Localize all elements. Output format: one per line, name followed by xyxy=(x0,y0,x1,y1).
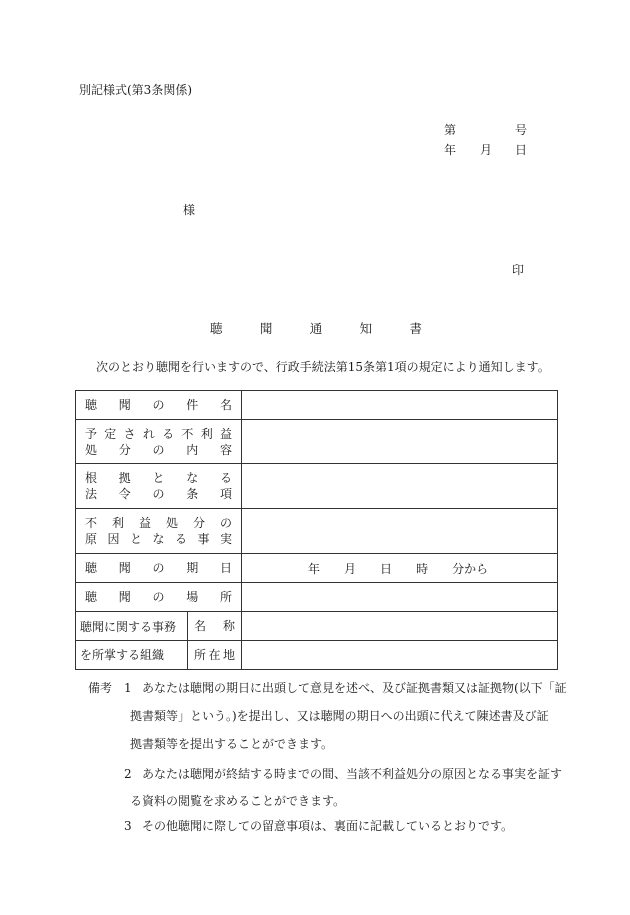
remark-1-line-2: 拠書類等」という。)を提出し、又は聴聞の期日への出頭に代えて陳述書及び証 xyxy=(130,709,549,723)
label-hearing-matter: 聴 聞 の 件 名 xyxy=(76,391,242,420)
label-org-address: 所 在 地 xyxy=(188,641,242,670)
addressee-honorific: 様 xyxy=(183,203,196,217)
value-hearing-matter[interactable] xyxy=(242,391,558,420)
remark-1-line-1: あなたは聴聞の期日に出頭して意見を述べ、及び証拠書類又は証拠物(以下「証 xyxy=(142,681,567,695)
remark-3-line-1: その他聴聞に際しての留意事項は、裏面に記載しているとおりです。 xyxy=(142,819,514,833)
document-title xyxy=(210,323,422,336)
label-hearing-date: 聴 聞 の 期 日 xyxy=(76,554,242,583)
value-org-address[interactable] xyxy=(242,641,558,670)
remark-number-3: 3 xyxy=(124,819,132,833)
value-disposition-content[interactable] xyxy=(242,420,558,464)
intro-text: 次のとおり聴聞を行いますので、行政手続法第15条第1項の規定により通知します。 xyxy=(96,360,550,374)
table-row-date xyxy=(76,554,558,583)
remark-1-line-3: 拠書類等を提出することができます。 xyxy=(130,737,334,751)
form-style-title: 別記様式(第3条関係) xyxy=(79,83,192,97)
label-hearing-place: 聴 聞 の 場 所 xyxy=(76,583,242,612)
remark-2-line-1: あなたは聴聞が終結する時までの間、当該不利益処分の原因となる事実を証す xyxy=(142,767,563,781)
title-char: 通 xyxy=(309,321,323,336)
hearing-details-table xyxy=(75,390,558,670)
date-month: 月 xyxy=(480,143,493,157)
table-row-basis xyxy=(76,464,558,509)
value-hearing-date[interactable]: 年 月 日 時 分から xyxy=(242,554,558,583)
title-char: 聞 xyxy=(259,321,273,336)
table-row-matter xyxy=(76,391,558,420)
title-char: 書 xyxy=(409,321,422,336)
table-row-org-address xyxy=(76,641,558,670)
date-day: 日 xyxy=(515,143,528,157)
date-year: 年 xyxy=(444,143,457,157)
remark-number-2: 2 xyxy=(124,767,132,781)
remark-2-line-2: る資料の閲覧を求めることができます。 xyxy=(130,794,346,808)
label-org-line2: を所掌する組織 xyxy=(76,641,188,670)
value-hearing-place[interactable] xyxy=(242,583,558,612)
label-org-line1: 聴聞に関する事務 xyxy=(76,612,188,641)
title-char: 聴 xyxy=(210,321,223,336)
label-cause-facts: 不 利 益 処 分 の 原 因 と な る 事 実 xyxy=(76,509,242,554)
table-row-place xyxy=(76,583,558,612)
document-number-prefix: 第 xyxy=(444,123,457,137)
label-org-name: 名 称 xyxy=(188,612,242,641)
remarks-label: 備考 xyxy=(88,681,113,695)
value-org-name[interactable] xyxy=(242,612,558,641)
value-cause-facts[interactable] xyxy=(242,509,558,554)
label-legal-basis: 根 拠 と な る 法 令 の 条 項 xyxy=(76,464,242,509)
seal-mark: 印 xyxy=(512,263,525,277)
table-row-org-name xyxy=(76,612,558,641)
document-number-suffix: 号 xyxy=(515,123,528,137)
table-row-disposition xyxy=(76,420,558,464)
table-row-cause xyxy=(76,509,558,554)
remark-number-1: 1 xyxy=(124,681,132,695)
title-char: 知 xyxy=(359,321,373,336)
value-legal-basis[interactable] xyxy=(242,464,558,509)
label-disposition-content: 予 定 さ れ る 不 利 益 処 分 の 内 容 xyxy=(76,420,242,464)
